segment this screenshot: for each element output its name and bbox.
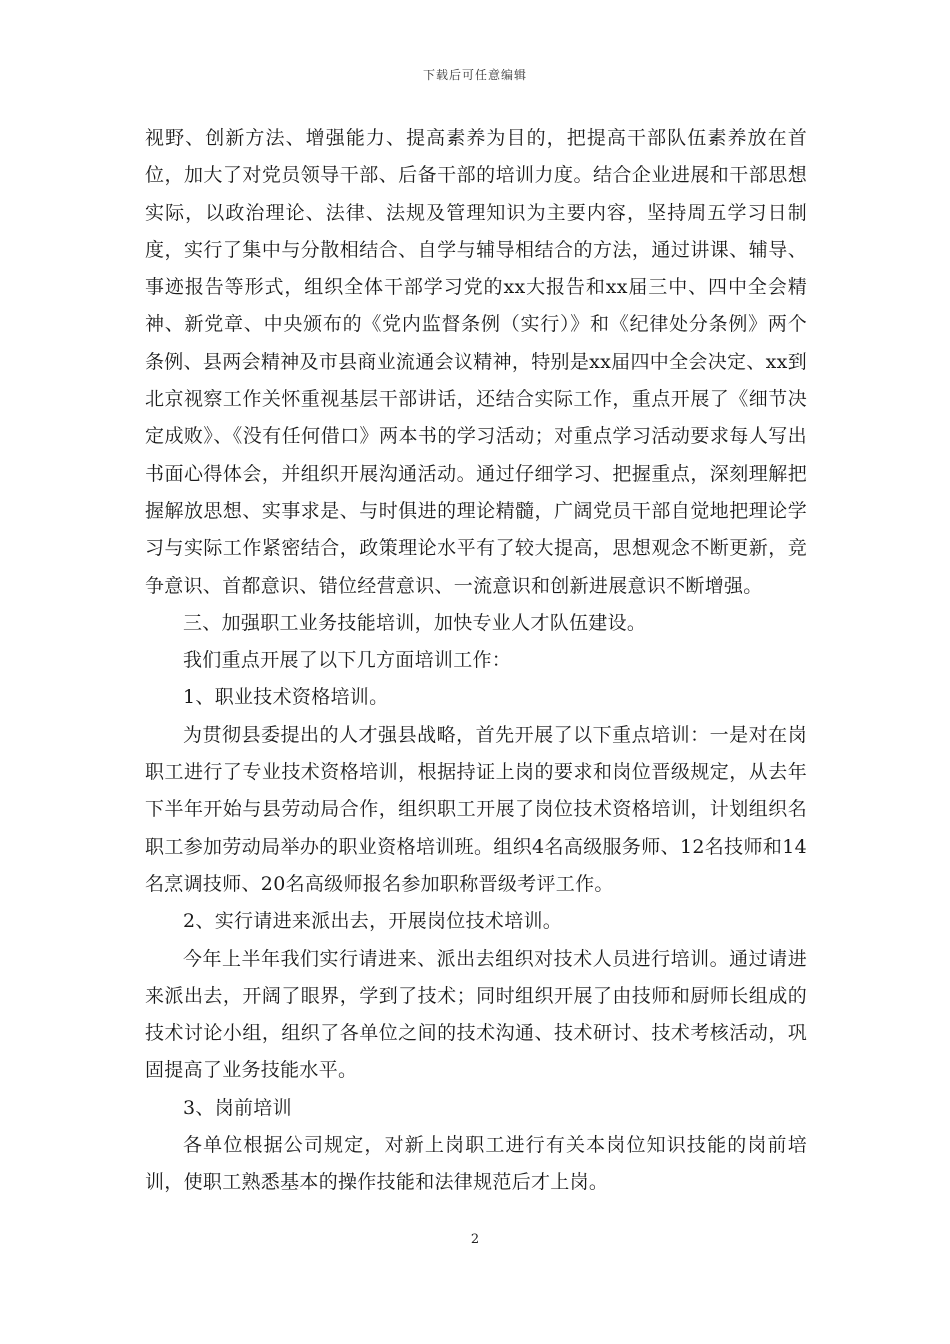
subsection-heading: 2、实行请进来派出去，开展岗位技术培训。	[183, 910, 563, 933]
paragraph: 今年上半年我们实行请进来、派出去组织对技术人员进行培训。通过请进来派出去，开阔了眼界，学到了技术；同时组织开展了由技师和厨师长组成的技术讨论小组，组织了各单位之间的技术沟通、技术研讨、技术考核活动，巩固提高了业务技能水平。	[145, 947, 807, 1082]
subsection-heading: 1、职业技术资格培训。	[183, 686, 389, 709]
section-heading: 三、加强职工业务技能培训，加快专业人才队伍建设。	[183, 611, 647, 634]
document-body	[145, 120, 807, 1202]
paragraph: 为贯彻县委提出的人才强县战略，首先开展了以下重点培训：一是对在岗职工进行了专业技术资格培训，根据持证上岗的要求和岗位晋级规定，从去年下半年开始与县劳动局合作，组织职工开展了岗位技术资格培训，计划组织名职工参加劳动局举办的职业资格培训班。组织4名高级服务师、12名技师和14名烹调技师、20名高级师报名参加职称晋级考评工作。	[145, 723, 807, 895]
page-number: 2	[470, 1232, 480, 1247]
subsection-heading: 3、岗前培训	[183, 1096, 292, 1119]
paragraph: 我们重点开展了以下几方面培训工作：	[183, 649, 512, 672]
paragraph: 视野、创新方法、增强能力、提高素养为目的，把提高干部队伍素养放在首位，加大了对党员领导干部、后备干部的培训力度。结合企业进展和干部思想实际，以政治理论、法律、法规及管理知识为主要内容，坚持周五学习日制度，实行了集中与分散相结合、自学与辅导相结合的方法，通过讲课、辅导、事迹报告等形式，组织全体干部学习党的xx大报告和xx届三中、四中全会精神、新党章、中央颁布的《党内监督条例（实行）》和《纪律处分条例》两个条例、县两会精神及市县商业流通会议精神，特别是xx届四中全会决定、xx到北京视察工作关怀重视基层干部讲话，还结合实际工作，重点开展了《细节决定成败》、《没有任何借口》两本书的学习活动；对重点学习活动要求每人写出书面心得体会，并组织开展沟通活动。通过仔细学习、把握重点，深刻理解把握解放思想、实事求是、与时俱进的理论精髓，广阔党员干部自觉地把理论学习与实际工作紧密结合，政策理论水平有了较大提高，思想观念不断更新，竞争意识、首都意识、错位经营意识、一流意识和创新进展意识不断增强。	[145, 127, 807, 597]
page-header: 下载后可任意编辑	[422, 68, 527, 82]
paragraph: 各单位根据公司规定，对新上岗职工进行有关本岗位知识技能的岗前培训，使职工熟悉基本的操作技能和法律规范后才上岗。	[145, 1134, 807, 1194]
